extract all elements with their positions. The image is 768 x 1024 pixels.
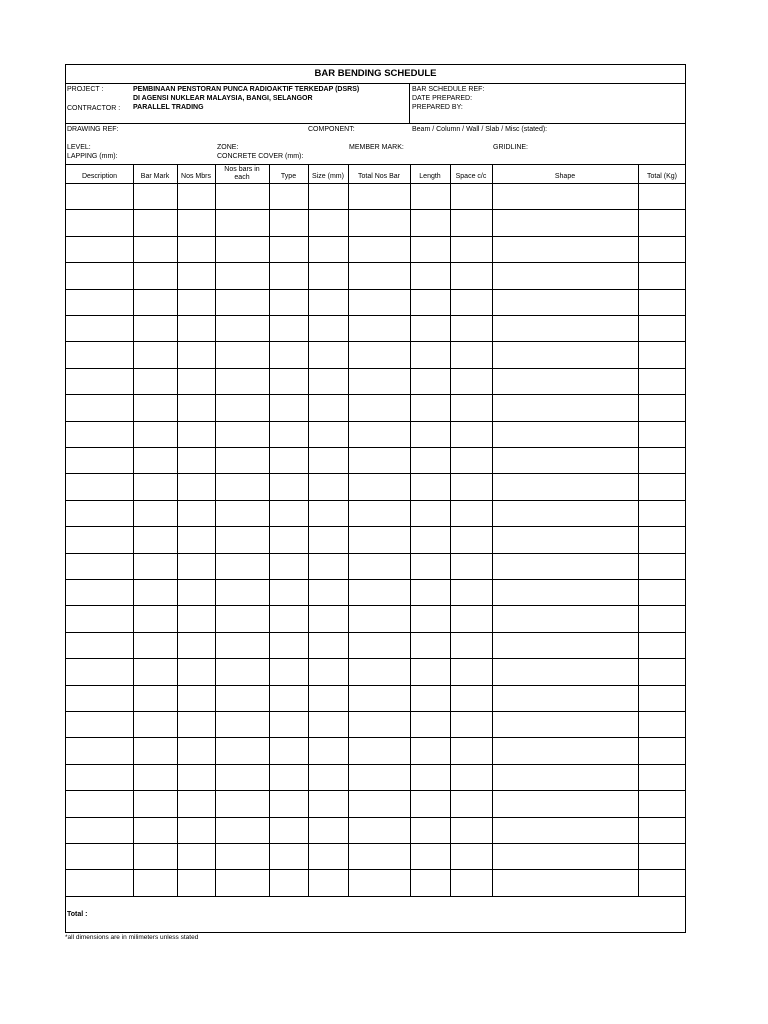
- bar-bending-schedule-sheet: [65, 64, 686, 933]
- column-border: [638, 164, 639, 896]
- concrete-cover-field[interactable]: CONCRETE COVER (mm):: [217, 153, 304, 160]
- row-border: [66, 236, 685, 237]
- column-header: Nos bars in each: [224, 166, 260, 181]
- column-border: [133, 164, 134, 896]
- project-label: PROJECT :: [67, 86, 104, 93]
- lapping-field[interactable]: LAPPING (mm):: [67, 153, 118, 160]
- column-border: [308, 164, 309, 896]
- drawing-ref-field[interactable]: DRAWING REF:: [67, 126, 119, 133]
- column-border: [450, 164, 451, 896]
- column-border: [348, 164, 349, 896]
- column-header: Shape: [554, 173, 576, 180]
- gridline-field[interactable]: GRIDLINE:: [493, 144, 529, 151]
- column-header: Length: [419, 173, 441, 180]
- project-header: [66, 84, 685, 124]
- row-border: [66, 473, 685, 474]
- row-border: [66, 394, 685, 395]
- row-border: [66, 368, 685, 369]
- date-prepared-field[interactable]: DATE PREPARED:: [412, 95, 473, 102]
- zone-field[interactable]: ZONE:: [217, 144, 239, 151]
- row-border: [66, 262, 685, 263]
- row-border: [66, 579, 685, 580]
- total-row: [66, 907, 685, 932]
- row-border: [66, 341, 685, 342]
- column-header: Type: [280, 173, 297, 180]
- column-header: Total Nos Bar: [357, 173, 401, 180]
- row-border: [66, 605, 685, 606]
- header-divider: [409, 84, 410, 123]
- project-name-line1: PEMBINAAN PENSTORAN PUNCA RADIOAKTIF TERKEDAP (DSRS): [133, 86, 360, 93]
- row-border: [66, 764, 685, 765]
- component-options: Beam / Column / Wall / Slab / Misc (stated):: [412, 126, 548, 133]
- column-border: [410, 164, 411, 896]
- row-border: [66, 183, 685, 184]
- component-field[interactable]: COMPONENT:: [308, 126, 355, 133]
- member-mark-field[interactable]: MEMBER MARK:: [349, 144, 404, 151]
- row-border: [66, 500, 685, 501]
- row-border: [66, 421, 685, 422]
- level-field[interactable]: LEVEL:: [67, 144, 91, 151]
- column-header: Description: [81, 173, 117, 180]
- row-border: [66, 526, 685, 527]
- total-label: Total :: [67, 911, 88, 918]
- column-header: Space c/c: [455, 173, 487, 180]
- row-border: [66, 658, 685, 659]
- row-border: [66, 817, 685, 818]
- row-border: [66, 737, 685, 738]
- prepared-by-field[interactable]: PREPARED BY:: [412, 104, 463, 111]
- column-border: [177, 164, 178, 896]
- column-header: Bar Mark: [140, 173, 170, 180]
- document-title: BAR BENDING SCHEDULE: [66, 65, 685, 84]
- table-bottom-border: [66, 896, 685, 897]
- row-border: [66, 209, 685, 210]
- column-border: [492, 164, 493, 896]
- row-border: [66, 289, 685, 290]
- row-border: [66, 447, 685, 448]
- footnote: *all dimensions are in milimeters unless stated: [65, 934, 199, 941]
- row-border: [66, 790, 685, 791]
- row-border: [66, 869, 685, 870]
- project-name-line2: DI AGENSI NUKLEAR MALAYSIA, BANGI, SELANGOR: [133, 95, 313, 102]
- row-border: [66, 685, 685, 686]
- row-border: [66, 632, 685, 633]
- row-border: [66, 164, 685, 165]
- column-border: [215, 164, 216, 896]
- drawing-info: [66, 124, 685, 164]
- contractor-label: CONTRACTOR :: [67, 105, 121, 112]
- row-border: [66, 315, 685, 316]
- row-border: [66, 553, 685, 554]
- column-border: [269, 164, 270, 896]
- schedule-table: [66, 164, 685, 907]
- row-border: [66, 711, 685, 712]
- column-header: Size (mm): [312, 173, 344, 180]
- bar-schedule-ref-field[interactable]: BAR SCHEDULE REF:: [412, 86, 485, 93]
- column-header: Nos Mbrs: [181, 173, 211, 180]
- column-header: Total (Kg): [647, 173, 677, 180]
- contractor-name: PARALLEL TRADING: [133, 104, 204, 111]
- row-border: [66, 843, 685, 844]
